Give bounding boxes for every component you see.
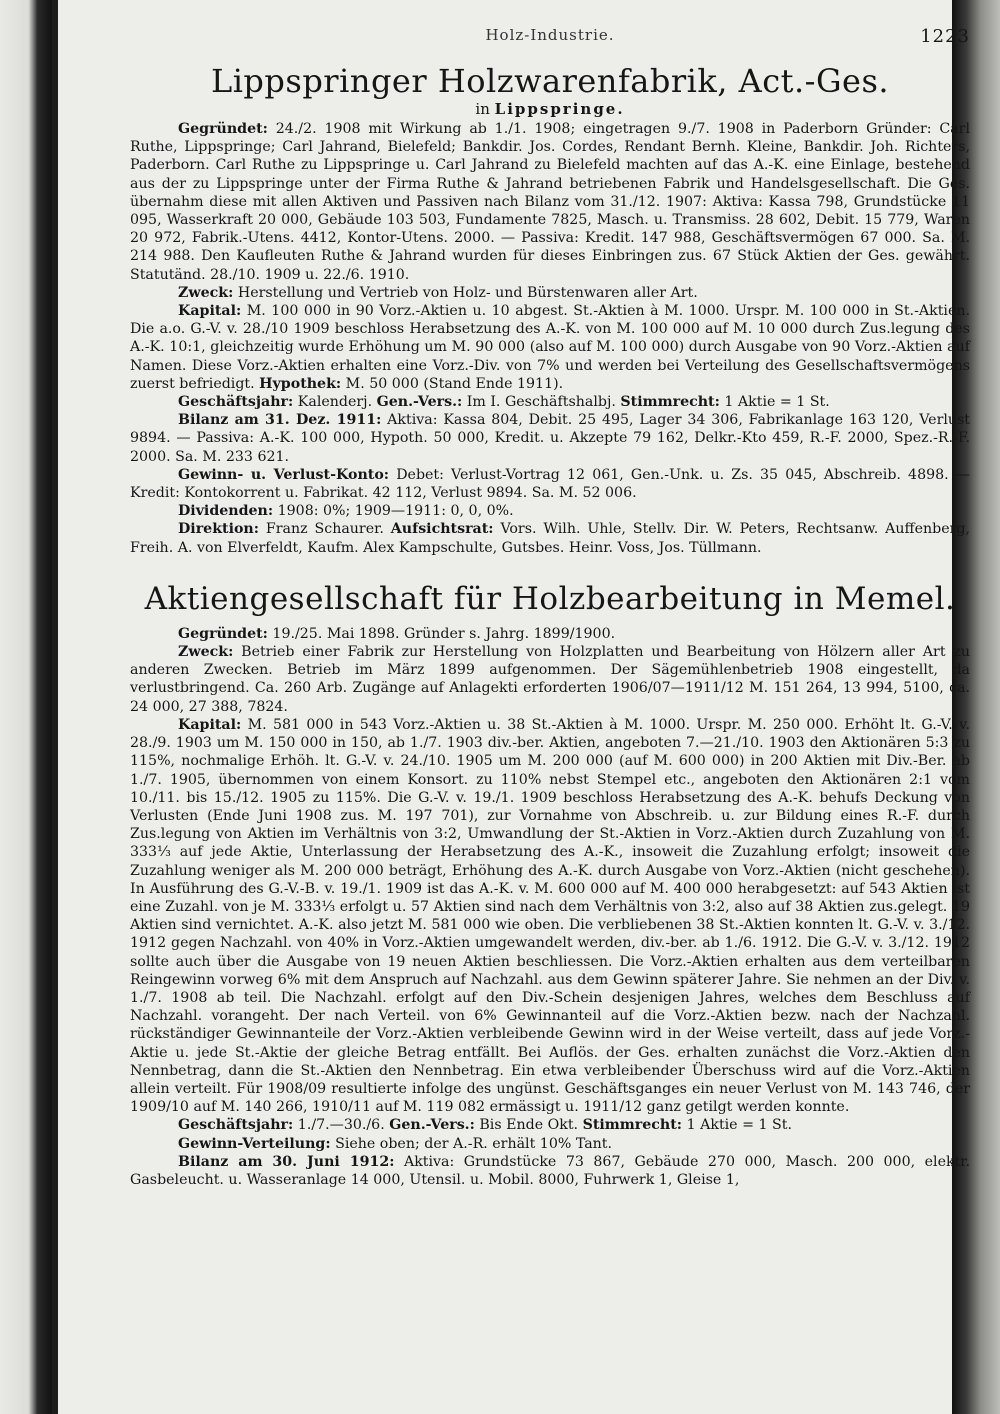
entry-label: Geschäftsjahr: [178,1117,294,1134]
location-name: Lippspringe. [494,100,625,118]
entry-kapital [130,716,970,1116]
entry-label: Direktion: [178,521,259,538]
entry-kapital [130,302,970,393]
entry-geschaeftsjahr [130,1116,970,1134]
entry-text: M. 100 000 in 90 Vorz.-Aktien u. 10 abgest. St.-Aktien à M. 1000. Urspr. M. 100 000 in St.-Aktien. Die a.o. G.-V. v. 28./10 1909 beschloss Herabsetzung des A.-K. von M. 100 000 auf M. 10 000 durch Zus.legung des A.-K. 10:1, gleichzeitig wurde Erhöhung um M. 90 000 (also auf M. 100 000) durch Ausgabe von 90 Vorz.-Aktien auf Namen. Diese Vorz.-Aktien erhalten eine Vorz.-Div. von 7% und werden bei Verteilung des Gesellschaftsvermögens zuerst befriedigt. [130,303,970,392]
company-location [130,100,970,118]
entry-label: Gen.-Vers.: [376,394,463,411]
entry-text: 19./25. Mai 1898. Gründer s. Jahrg. 1899/1900. [272,625,616,642]
entry-text: Im I. Geschäftshalbj. [466,394,616,411]
entry-text: Aktiva: Grundstücke 73 867, Gebäude 270 000, Masch. 200 000, elektr. Gasbeleucht. u. Wasseranlage 14 000, Utensil. u. Mobil. 8000, Fuhrwerk 1, Gleise 1, [130,1153,970,1188]
entry-geschaeftsjahr [130,393,970,411]
company-title: Lippspringer Holzwarenfabrik, Act.-Ges. [210,62,890,100]
scan-left-edge [0,0,52,1414]
entry-label: Geschäftsjahr: [178,394,294,411]
entry-label: Gegründet: [178,625,268,642]
entry-label: Hypothek: [259,375,342,392]
entry-text: M. 50 000 (Stand Ende 1911). [345,375,564,392]
entry-label: Gewinn- u. Verlust-Konto: [178,466,390,483]
entry-label: Gewinn-Verteilung: [178,1135,331,1152]
entry-label: Zweck: [178,284,234,301]
entry-bilanz [130,1153,970,1189]
entry-text: 24./2. 1908 mit Wirkung ab 1./1. 1908; eingetragen 9./7. 1908 in Paderborn Gründer: Carl Ruthe, Lippspringe; Carl Jahrand, Bielefeld; Bankdir. Jos. Cordes, Rendant Bernh. Kleine, Bankdir. Joh. Richters, Paderborn. Carl Ruthe zu Lippspringe u. Carl Jahrand zu Bielefeld machten auf das A.-K. eine Einlage, bestehend aus der zu Lippspringe unter der Firma Ruthe & Jahrand betriebenen Fabrik und Handelsgesellschaft. Die Ges. übernahm diese mit allen Aktiven und Passiven nach Bilanz vom 31./12. 1907: Aktiva: Kassa 798, Grundstücke 11 095, Wasserkraft 20 000, Gebäude 103 503, Fundamente 7825, Masch. u. Transmiss. 28 602, Debit. 15 779, Waren 20 972, Fabrik.-Utens. 4412, Kontor-Utens. 2000. — Passiva: Kredit. 147 988, Geschäftsvermögen 67 000. Sa. M. 214 988. Den Kaufleuten Ruthe & Jahrand wurden für dieses Einbringen zus. 67 Stück Aktien der Ges. gewährt. Statutänd. 28./10. 1909 u. 22./6. 1910. [130,121,970,283]
entry-text: Herstellung und Vertrieb von Holz- und Bürstenwaren aller Art. [237,284,698,301]
entry-text: 1908: 0%; 1909—1911: 0, 0, 0%. [277,503,514,520]
entry-text: Debet: Verlust-Vortrag 12 061, Gen.-Unk. u. Zs. 35 045, Abschreib. 4898. — Kredit: Kontokorrent u. Fabrikat. 42 112, Verlust 9894. Sa. M. 52 006. [130,466,970,502]
entry-direktion [130,520,970,556]
entry-text: 1./7.—30./6. [297,1117,385,1134]
entry-gegruendet [130,625,970,643]
entry-text: Aktiva: Kassa 804, Debit. 25 495, Lager 34 306, Fabrikanlage 163 120, Verlust 9894. — Passiva: A.-K. 100 000, Hypoth. 50 000, Kredit. u. Akzepte 79 162, Delkr.-Kto 459, R.-F. 2000, Spez.-R.-F. 2000. Sa. M. 233 621. [130,412,971,465]
entry-bilanz [130,411,970,466]
entry-label: Stimmrecht: [582,1117,683,1134]
entry-label: Gen.-Vers.: [389,1117,475,1134]
entry-text: M. 581 000 in 543 Vorz.-Aktien u. 38 St.-Aktien à M. 1000. Urspr. M. 250 000. Erhöht lt. G.-V. v. 28./9. 1903 um M. 150 000 in 150, ab 1./7. 1903 div.-ber. Aktien, angeboten 7.—21./10. 1903 den Aktionären 5:3 zu 115%, nochmalige Erhöh. lt. G.-V. v. 24./10. 1905 um M. 200 000 (auf M. 600 000) in 200 Aktien mit Div.-Ber. ab 1./7. 1905, übernommen von einem Konsort. zu 110% nebst Stempel etc., angeboten den Aktionären 2:1 vom 10./11. bis 15./12. 1905 zu 115%. Die G.-V. v. 19./1. 1909 beschloss Herabsetzung des A.-K. behufs Deckung von Verlusten (Ende Juni 1908 zus. M. 197 701), zur Vornahme von Abschreib. u. zur Bildung eines R.-F. durch Zus.legung von Aktien im Verhältnis von 3:2, Umwandlung der St.-Aktien in Vorz.-Aktien durch Zuzahlung von M. 333⅓ auf jede Aktie, Unterlassung der Herabsetzung des A.-K., insoweit die Zuzahlung erfolgt; insoweit die Zuzahlung weniger als M. 200 000 beträgt, Erhöhung des A.-K. durch Ausgabe von Vorz.-Aktien (nicht geschehen). In Ausführung des G.-V.-B. v. 19./1. 1909 ist das A.-K. v. M. 600 000 auf M. 400 000 herabgesetzt: auf 543 Aktien ist eine Zuzahl. von je M. 333⅓ erfolgt u. 57 Aktien sind nach dem Verhältnis von 3:2, also auf 38 Aktien zus.gelegt. 19 Aktien sind vernichtet. A.-K. also jetzt M. 581 000 wie oben. Die verbliebenen 38 St.-Aktien konnten lt. G.-V. v. 3./12. 1912 gegen Nachzahl. von 40% in Vorz.-Aktien umgewandelt werden, div.-ber. ab 1./6. 1912. Die G.-V. v. 3./12. 1912 sollte auch über die Ausgabe von 19 neuen Aktien beschliessen. Die Vorz.-Aktien erhalten aus dem verteilbaren Reingewinn vorweg 6% mit dem Anspruch auf Nachzahl. aus dem Gewinn späterer Jahre. Sie nehmen an der Div. v. 1./7. 1908 ab teil. Die Nachzahl. erfolgt auf den Div.-Schein desjenigen Jahres, welches dem Beschluss auf Nachzahl. vorangeht. Der nach Verteil. von 6% Gewinnanteil auf die Vorz.-Aktien bezw. nach der Nachzahl. rückständiger Gewinnanteile der Vorz.-Aktien verbleibende Gewinn wird in der Weise verteilt, dass auf jede Vorz.-Aktie u. jede St.-Aktie der gleiche Betrag entfällt. Bei Auflös. der Ges. erhalten zunächst die Vorz.-Aktien den Nennbetrag, dann die St.-Aktien den Nennbetrag. Ein etwa verbleibender Überschuss wird auf die Vorz.-Aktien allein verteilt. Für 1908/09 resultierte infolge des ungünst. Geschäftsganges ein neuer Verlust von M. 143 746, der 1909/10 auf M. 140 266, 1910/11 auf M. 119 082 ermässigt u. 1911/12 ganz getilgt werden konnte. [130,716,970,1116]
entry-label: Dividenden: [178,503,274,520]
entry-label: Gegründet: [178,121,268,137]
entry-text: Bis Ende Okt. [479,1117,579,1134]
entry-gewinn-verteilung [130,1135,970,1153]
entry-label: Aufsichtsrat: [390,521,494,538]
entry-label: Bilanz am 31. Dez. 1911: [178,412,382,429]
entry-text: Siehe oben; der A.-R. erhält 10% Tant. [335,1135,613,1152]
running-header [130,26,970,50]
entry-text: Betrieb einer Fabrik zur Herstellung von Holzplatten und Bearbeitung von Hölzern aller Art zu anderen Zwecken. Betrieb im März 1899 aufgenommen. Der Sägemühlenbetrieb 1908 eingestellt, da verlustbringend. Ca. 260 Arb. Zugänge auf Anlagekti erforderten 1906/07—1911/12 M. 151 264, 13 994, 5100, ca. 24 000, 27 388, 7824. [130,644,971,715]
entry-text: 1 Aktie = 1 St. [724,394,830,411]
entry-zweck [130,643,970,716]
company-title: Aktiengesellschaft für Holzbearbeitung in Memel. [144,580,956,617]
running-head-title: Holz-Industrie. [485,26,615,44]
entry-text: 1 Aktie = 1 St. [686,1117,792,1134]
entry-gewinn-verlust [130,466,970,502]
book-page [58,0,971,1414]
entry-dividenden [130,502,970,520]
entry-label: Zweck: [178,644,234,661]
entry-gegruendet [130,120,970,284]
entry-zweck [130,284,970,302]
entry-text: Vors. Wilh. Uhle, Stellv. Dir. W. Peters, Rechtsanw. Auffenberg, Freih. A. von Elverfeldt, Kaufm. Alex Kampschulte, Gutsbes. Heinr. Voss, Jos. Tüllmann. [130,521,970,556]
entry-label: Kapital: [178,303,242,320]
entry-label: Stimmrecht: [620,394,720,411]
entry-label: Bilanz am 30. Juni 1912: [178,1153,395,1170]
page-content [130,26,970,1189]
entry-text: Kalenderj. [297,394,373,411]
location-prefix: in [475,100,490,118]
entry-label: Kapital: [178,716,242,733]
page-number: 1223 [920,26,970,47]
entry-text: Franz Schaurer. [265,521,384,538]
